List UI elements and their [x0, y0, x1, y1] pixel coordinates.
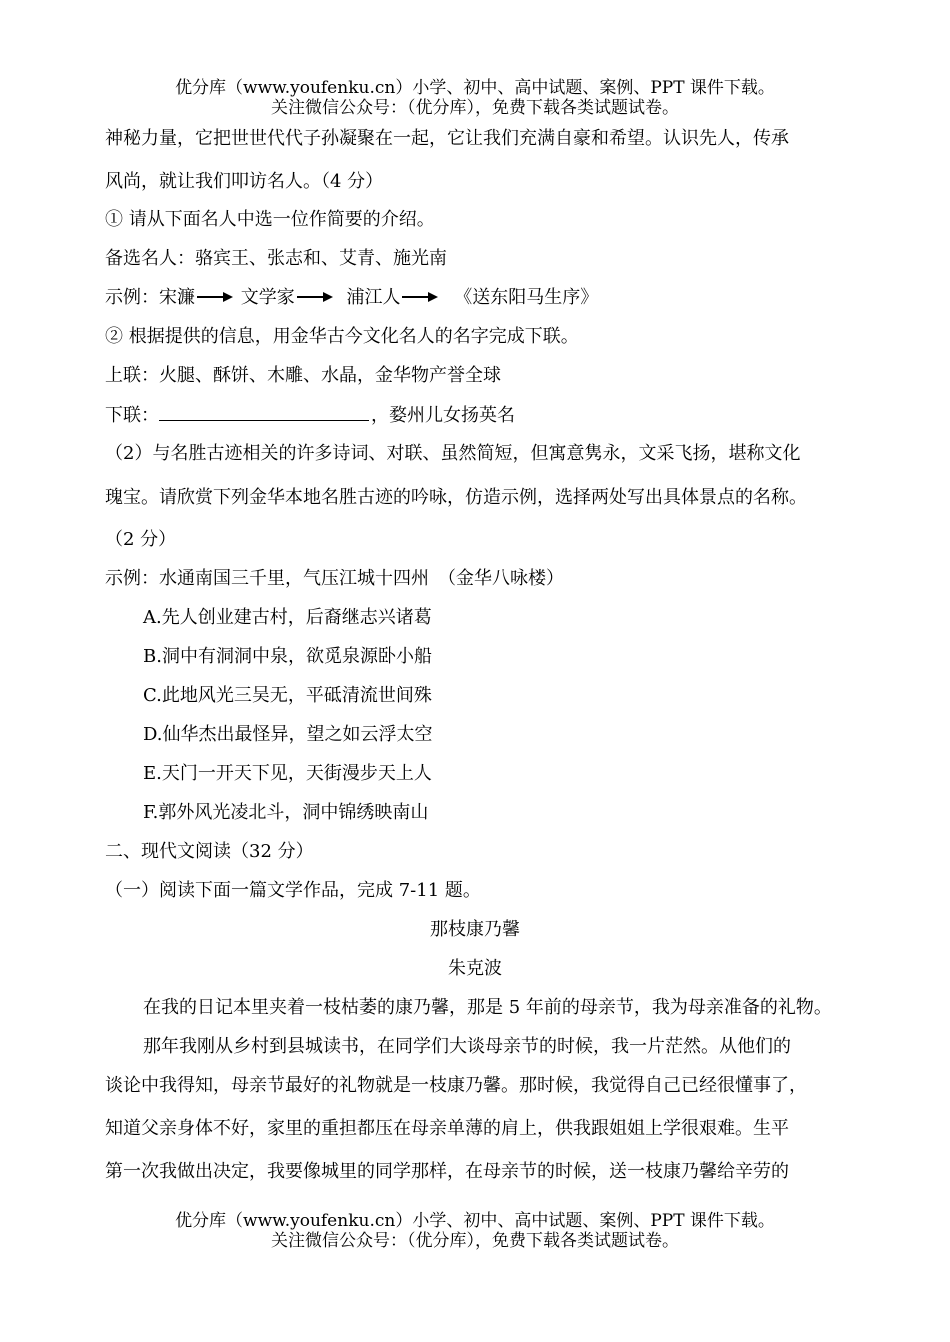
paragraph-line: 风尚，就让我们叩访名人。（4 分）: [105, 171, 384, 192]
section-heading: 二、现代文阅读（32 分）: [105, 841, 314, 862]
option-e: E.天门一开天下见，天街漫步天上人: [143, 763, 432, 784]
section-subheading: （一）阅读下面一篇文学作品，完成 7-11 题。: [105, 880, 481, 901]
article-paragraph: 在我的日记本里夹着一枝枯萎的康乃馨，那是 5 年前的母亲节，我为母亲准备的礼物。: [143, 997, 832, 1018]
arrow-right-icon: [297, 291, 333, 303]
article-paragraph: 谈论中我得知，母亲节最好的礼物就是一枝康乃馨。那时候，我觉得自己已经很懂事了，: [105, 1075, 807, 1096]
option-c: C.此地风光三吴无，平砥清流世间殊: [143, 685, 432, 706]
option-b: B.洞中有洞洞中泉，欲觅泉源卧小船: [143, 646, 432, 667]
question-1: ① 请从下面名人中选一位作简要的介绍。: [105, 209, 435, 230]
paragraph-line: 神秘力量，它把世世代代子孙凝聚在一起，它让我们充满自豪和希望。认识先人，传承: [105, 128, 789, 149]
paragraph-line: （2）与名胜古迹相关的许多诗词、对联、虽然简短，但寓意隽永，文采飞扬，堪称文化: [105, 443, 801, 464]
couplet-example: 示例：水通南国三千里，气压江城十四州 （金华八咏楼）: [105, 568, 564, 589]
option-d: D.仙华杰出最怪异，望之如云浮太空: [143, 724, 433, 745]
header-line-2: 关注微信公众号：（优分库），免费下载各类试题试卷。: [271, 98, 679, 118]
upper-couplet: 上联：火腿、酥饼、木雕、水晶，金华物产誉全球: [105, 365, 501, 386]
candidate-list: 备选名人：骆宾王、张志和、艾青、施光南: [105, 248, 447, 269]
example-item: 文学家: [240, 287, 295, 308]
article-author: 朱克波: [448, 958, 502, 979]
article-paragraph: 那年我刚从乡村到县城读书，在同学们大谈母亲节的时候，我一片茫然。从他们的: [143, 1036, 791, 1057]
article-paragraph: 知道父亲身体不好，家里的重担都压在母亲单薄的肩上，供我跟姐姐上学很艰难。生平: [105, 1118, 789, 1139]
arrow-right-icon: [197, 291, 233, 303]
example-item: 浦江人: [346, 287, 401, 308]
article-title: 那枝康乃馨: [430, 919, 520, 940]
example-chain: [105, 286, 598, 310]
option-f: F.郭外风光凌北斗，洞中锦绣映南山: [143, 802, 429, 823]
example-item: 《送东阳马生序》: [454, 287, 599, 308]
lower-tail: ，婺州儿女扬英名: [371, 405, 515, 426]
lower-couplet: [105, 403, 515, 428]
footer-line-1: 优分库（www.youfenku.cn）小学、初中、高中试题、案例、PPT 课件下载。: [175, 1211, 775, 1231]
paragraph-line: 瑰宝。请欣赏下列金华本地名胜古迹的吟咏，仿造示例，选择两处写出具体景点的名称。: [105, 487, 807, 508]
article-paragraph: 第一次我做出决定，我要像城里的同学那样，在母亲节的时候，送一枝康乃馨给辛劳的: [105, 1161, 789, 1182]
header-line-1: 优分库（www.youfenku.cn）小学、初中、高中试题、案例、PPT 课件下载。: [175, 78, 775, 98]
footer-line-2: 关注微信公众号：（优分库），免费下载各类试题试卷。: [271, 1231, 679, 1251]
question-2: ② 根据提供的信息，用金华古今文化名人的名字完成下联。: [105, 326, 579, 347]
arrow-right-icon: [402, 291, 438, 303]
lower-label: 下联：: [105, 405, 159, 426]
example-label: 示例：宋濂: [105, 287, 195, 308]
paragraph-line: （2 分）: [105, 529, 177, 550]
option-a: A.先人创业建古村，后裔继志兴诸葛: [143, 607, 432, 628]
answer-blank[interactable]: [159, 403, 369, 421]
